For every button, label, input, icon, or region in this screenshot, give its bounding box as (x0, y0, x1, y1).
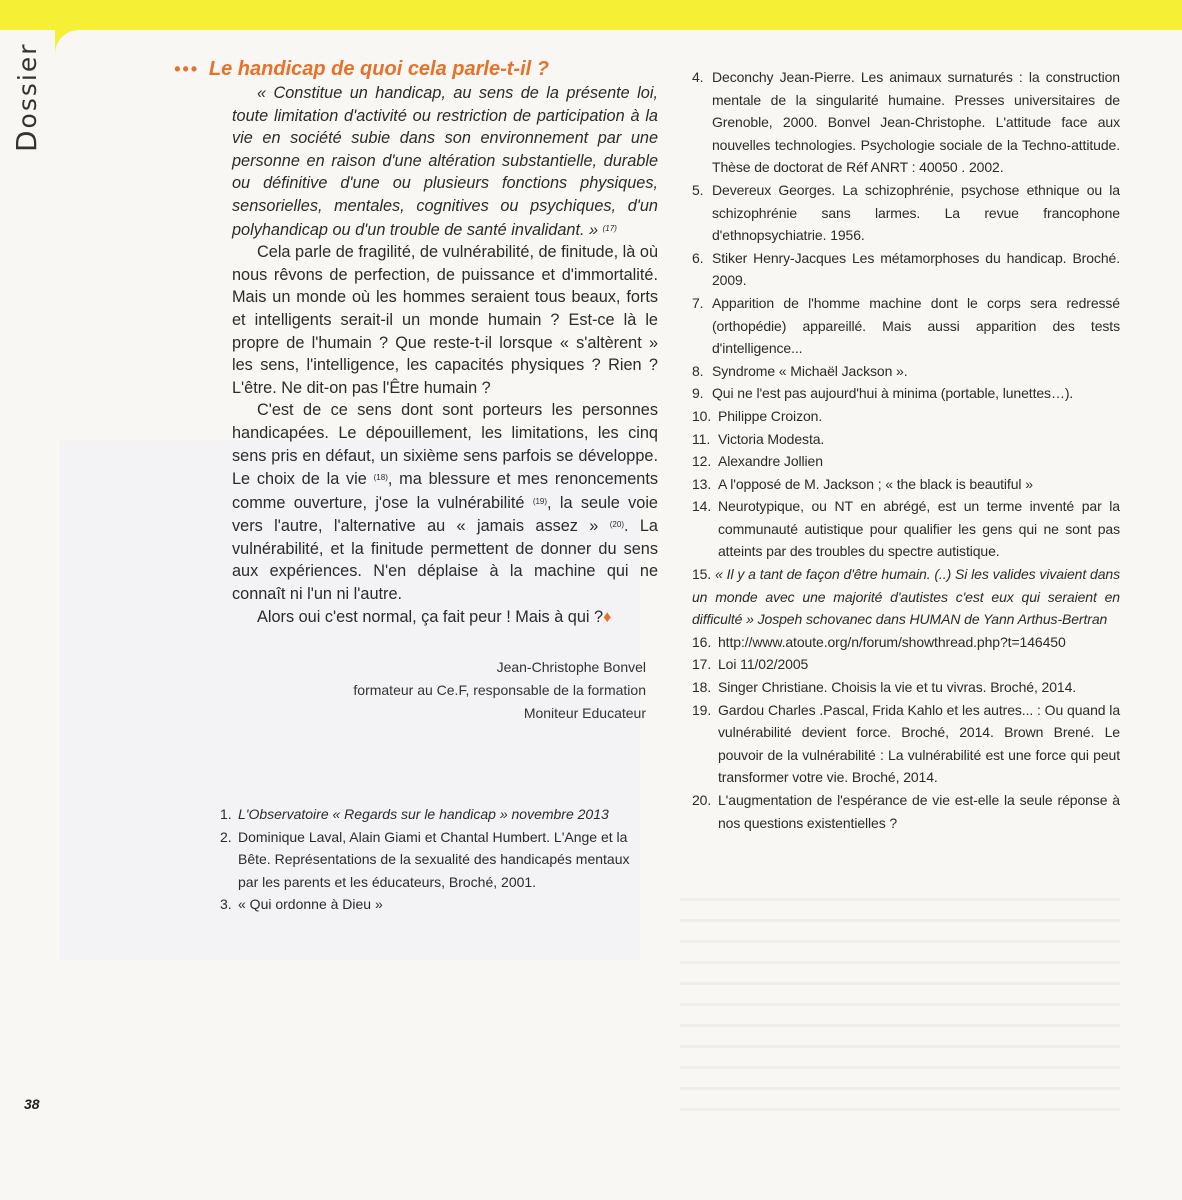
footnote-item: 17. Loi 11/02/2005 (692, 656, 809, 673)
left-margin-strip (0, 30, 55, 1200)
section-label: Dossier (10, 42, 43, 152)
footnote-item: 7. Apparition de l'homme machine dont le corps sera redressé (orthopédie) appareillé. Mais aussi apparition des tests d'intelligence... (692, 294, 1120, 357)
footnote-item: 10. Philippe Croizon. (692, 407, 823, 424)
heading-text: Le handicap de quoi cela parle-t-il ? (208, 58, 549, 80)
footnote-item: 13. A l'opposé de M. Jackson ; « the black is beautiful » (692, 475, 1033, 492)
footnote-item: 1. L'Observatoire « Regards sur le handicap » novembre 2013 (220, 806, 609, 822)
footnote-item: 14. Neurotypique, ou NT en abrégé, est un terme inventé par la communauté autistique pour qualifier les gens qui ne sont pas atteints par des troubles du spectre autistique. (692, 498, 1120, 560)
footnote-item: 18. Singer Christiane. Choisis la vie et tu vivras. Broché, 2014. (692, 679, 1077, 696)
page-number: 38 (24, 1096, 40, 1112)
footnote-item: 12. Alexandre Jollien (692, 453, 823, 470)
law-quote: « Constitue un handicap, au sens de la présente loi, toute limitation d'activité ou restriction de participation à la vie en société subie dans son environnement par une personne en raison d'une altération substantielle, durable ou définitive d'une ou plusieurs fonctions physiques, sensorielles, mentales, cognitives ou psychiques, d'un polyhandicap ou d'un trouble de santé invalidant. » $^{(17)}$ (232, 84, 658, 239)
paragraph-conclusion: Alors oui c'est normal, ça fait peur ! Mais à qui ?♦ (257, 607, 612, 626)
author-role-2: Moniteur Educateur (523, 705, 646, 722)
author-signature (232, 656, 658, 725)
footnotes-right (692, 66, 1120, 834)
footnote-item: 2. Dominique Laval, Alain Giami et Chantal Humbert. L'Ange et la Bête. Représentations de la sexualité des handicapés mentaux par les parents et les éducateurs, Broché, 2001. (220, 828, 630, 890)
footnote-ref: (18) (373, 473, 388, 483)
footnotes-left (220, 803, 652, 916)
author-role: formateur au Ce.F, responsable de la formation (353, 682, 646, 699)
footnote-item: 8. Syndrome « Michaël Jackson ». (692, 362, 908, 379)
footnote-ref: (17) (602, 223, 617, 233)
paragraph-sense: C'est de ce sens dont sont porteurs les personnes handicapées. Le dépouillement, les limitations, les cinq sens pris en défaut, un sixième sens parfois se développe. Le choix de la vie $^{(18)}$, ma blessure et mes renoncements comme ouverture, j'ose la vulnérabilité $^{(19)}$, la seule voie vers l'autre, l'alternative au « jamais assez » $^{(20)}$. La vulnérabilité, et la finitude permettent de donner du sens aux expériences. N'en déplaise à la machine qui ne connaît ni l'un ni l'autre. (232, 401, 658, 604)
author-name: Jean-Christophe Bonvel (496, 659, 646, 676)
end-diamond-icon: ♦ (603, 607, 612, 626)
footnote-item: 5. Devereux Georges. La schizophrénie, psychose ethnique ou la schizophrénie sans larmes. La revue francophone d'ethnopsychiatrie. 1956. (692, 181, 1120, 244)
footnote-item: 15. « Il y a tant de façon d'être humain. (..) Si les valides vivaient dans un monde avec une majorité d'autistes c'est eux qui seraient en difficulté » Jospeh schovanec dans HUMAN de Yann Arthus-Bertran (692, 566, 1120, 628)
show-through-lines (680, 880, 1120, 1120)
heading-bullets-icon: ••• (174, 59, 199, 79)
footnote-item: 3. « Qui ordonne à Dieu » (220, 896, 383, 913)
footnote-item: 11. Victoria Modesta. (692, 430, 825, 447)
footnote-item: 19. Gardou Charles .Pascal, Frida Kahlo et les autres... : Ou quand la vulnérabilité devient force. Broché, 2014. Brown Brené. Le pouvoir de la vulnérabilité : La vulnérabilité est une force qui peut transformer votre vie. Broché, 2014. (692, 701, 1120, 786)
footnote-ref: (19) (532, 496, 548, 506)
footnote-ref: (20) (609, 520, 624, 530)
footnote-item: 9. Qui ne l'est pas aujourd'hui à minima (portable, lunettes…). (692, 385, 1074, 402)
footnote-item: 16. http://www.atoute.org/n/forum/showthread.php?t=146450 (692, 633, 1066, 650)
footnote-item: 6. Stiker Henry-Jacques Les métamorphoses du handicap. Broché. 2009. (692, 249, 1120, 289)
footnote-item: 20. L'augmentation de l'espérance de vie est-elle la seule réponse à nos questions existentielles ? (692, 792, 1120, 831)
paragraph-fragility: Cela parle de fragilité, de vulnérabilité, de finitude, là où nous rêvons de perfection, de puissance et d'immortalité. Mais un monde où les hommes seraient tous beaux, forts et intelligents serait-il un monde humain ? Est-ce là le propre de l'humain ? Que reste-t-il lorsque « s'altèrent » les sens, l'intelligence, les capacités physiques ? Rien ? L'être. Ne dit-on pas l'Être humain ? (232, 243, 658, 397)
footnote-item: 4. Deconchy Jean-Pierre. Les animaux surnaturés : la construction mentale de la singularité humaine. Presses universitaires de Grenoble, 2000. Bonvel Jean-Christophe. L'attitude face aux nouvelles technologies. Psychologie sociale de la Techno-attitude. Thèse de doctorat de Réf ANRT : 40050 . 2002. (692, 69, 1120, 176)
article-body (232, 58, 658, 725)
